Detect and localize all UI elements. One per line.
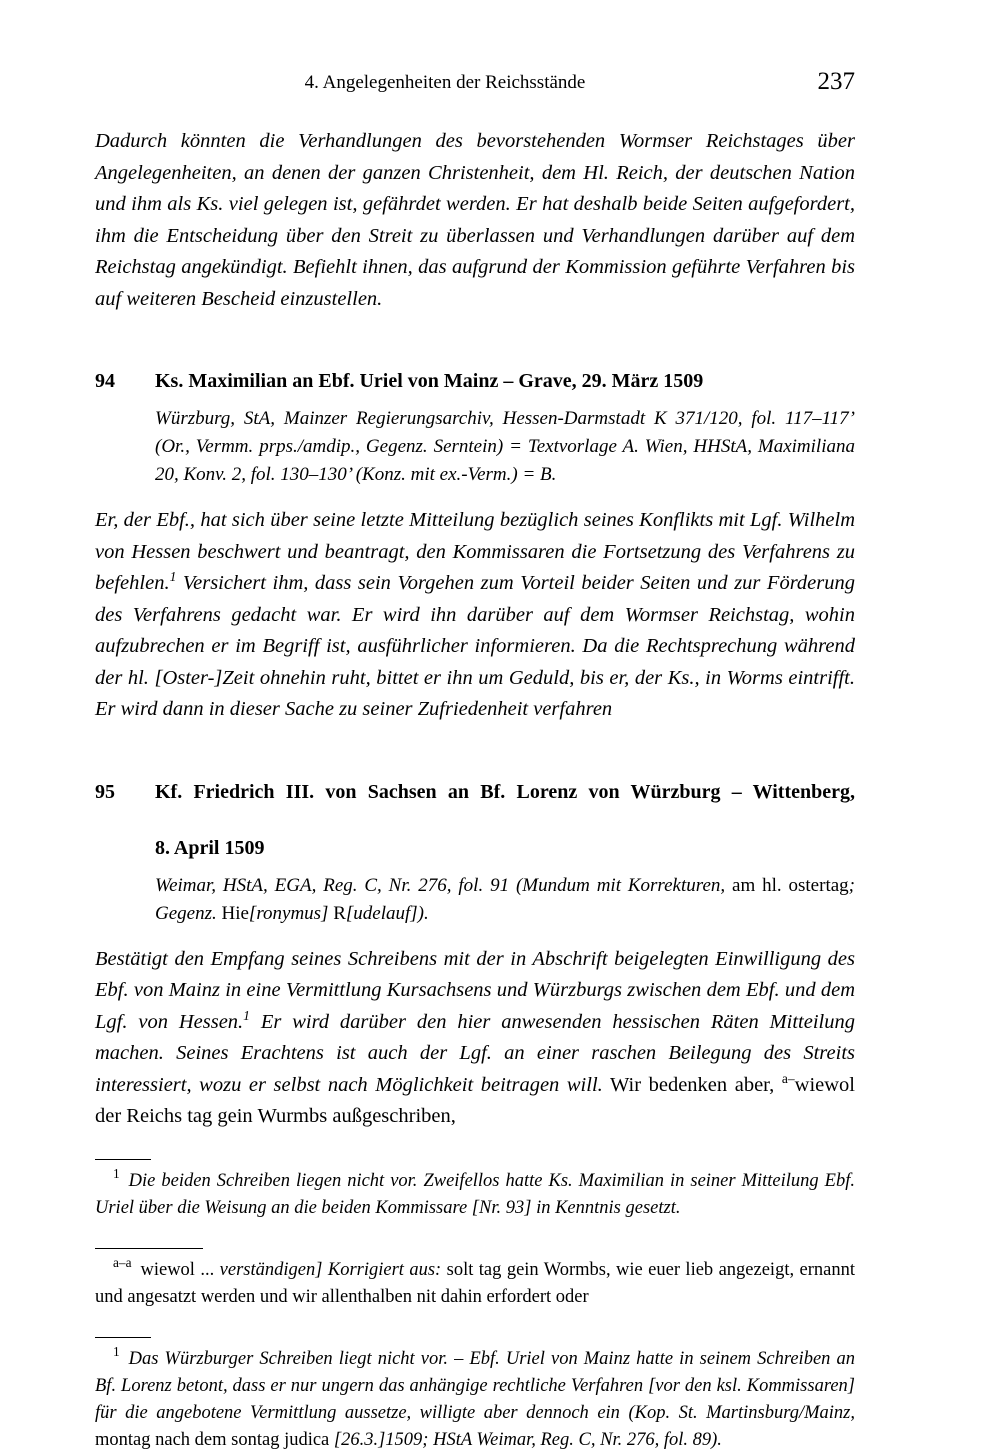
entry-94 [95, 367, 855, 726]
footnote-a-marker: a–a [113, 1255, 132, 1271]
entry-94-body-part1: Er, der Ebf., hat sich über seine letzte Mitteilung bezüglich seines Konflikts mit Lgf. Wilhelm von Hessen beschwert und beantragt, den Kommissaren die Fortsetzung des Verfahrens zu befehlen. [95, 509, 855, 594]
footnote-2-marker: 1 [113, 1344, 120, 1360]
entry-94-title: Ks. Maximilian an Ebf. Uriel von Mainz – Grave, 29. März 1509 [155, 370, 704, 392]
entry-95 [95, 778, 855, 1133]
footnote-ref-1b[interactable]: 1 [243, 1007, 250, 1023]
footnote-a-seg1: wiewol ... [140, 1259, 220, 1280]
entry-95-citation-seg6: R [333, 902, 346, 924]
running-head-title: 4. Angelegenheiten der Reichsstände [304, 72, 586, 93]
footnote-block-1 [95, 1159, 855, 1222]
entry-95-citation-seg3: ; Gegenz. [155, 874, 855, 924]
entry-95-citation [155, 872, 855, 928]
entry-95-citation-seg5: [ronymus] [248, 902, 334, 924]
footnote-block-a [95, 1248, 855, 1311]
document-page [95, 0, 855, 1454]
footnote-ref-1a[interactable]: 1 [169, 569, 177, 585]
entry-94-number: 94 [95, 370, 115, 392]
footnote-2-seg1: Das Würzburger Schreiben liegt nicht vor. – Ebf. Uriel von Mainz hatte in seinem Schreiben an Bf. Lorenz betont, dass er nur ungern das anhängige rechtliche Verfahren [vor den ksl. Kommissaren] für die angebotene Vermittlung aussetze, willigte aber dennoch ein (Kop. St. Martinsburg/Mainz, [95, 1348, 855, 1423]
footnote-1-content: Die beiden Schreiben liegen nicht vor. Zweifellos hatte Ks. Maximilian in seiner Mitteilung Ebf. Uriel über die Weisung an die beiden Kommissare [Nr. 93] in Kenntnis gesetzt. [95, 1170, 855, 1218]
footnote-a-text [95, 1257, 855, 1311]
footnote-block-2 [95, 1337, 855, 1454]
entry-95-body-part2: Er wird darüber den hier anwesenden hessischen Räten Mitteilung machen. Seines Erachtens ist auch der Lgf. an einer raschen Beilegung des Streits interessiert, wozu er selbst nach Möglichkeit beitragen will. [95, 1010, 855, 1096]
running-head [95, 68, 855, 118]
entry-94-heading [95, 367, 855, 395]
footnote-rule [95, 1337, 151, 1338]
entry-94-body-part2: Versichert ihm, dass sein Vorgehen zum Vorteil beider Seiten und zur Förderung des Verfahrens gedacht war. Er wird ihn darüber auf dem Wormser Reichstag, wohin aufzubrechen er im Begriff ist, ausführlicher informieren. Da die Rechtsprechung während der hl. [Oster-]Zeit ohnehin ruht, bittet er ihn um Geduld, bis er, der Ks., in Worms eintrifft. Er wird dann in dieser Sache zu seiner Zufriedenheit verfahren [95, 572, 855, 720]
footnote-1-marker: 1 [113, 1166, 120, 1182]
entry-95-body [95, 944, 855, 1133]
entry-94-body [95, 505, 855, 726]
entry-94-citation: Würzburg, StA, Mainzer Regierungsarchiv, Hessen-Darmstadt K 371/120, fol. 117–117’ (Or., Vermm. prps./amdip., Gegenz. Serntein) = Textvorlage A. Wien, HHStA, Maximiliana 20, Konv. 2, fol. 130–130’ (Konz. mit ex.-Verm.) = B. [155, 408, 855, 485]
footnote-rule [95, 1159, 151, 1160]
footnote-rule [95, 1248, 203, 1249]
entry-95-title-line1: Kf. Friedrich III. von Sachsen an Bf. Lorenz von Würzburg – Wittenberg, [155, 780, 855, 803]
entry-95-citation-seg7: [udelauf]). [345, 902, 429, 924]
footnote-1-text [95, 1168, 855, 1222]
entry-95-title-line2: 8. April 1509 [155, 836, 265, 859]
footnote-2-seg3: [26.3.]1509; HStA Weimar, Reg. C, Nr. 276, fol. 89). [333, 1429, 722, 1450]
entry-95-citation-seg4: Hie [221, 902, 249, 924]
entry-95-citation-seg1: Weimar, HStA, EGA, Reg. C, Nr. 276, fol. 91 (Mundum mit Korrekturen, [155, 874, 726, 896]
entry-95-body-edition-text: Wir bedenken aber, [602, 1073, 782, 1096]
intro-paragraph: Dadurch könnten die Verhandlungen des bevorstehenden Wormser Reichstages über Angelegenheiten, an denen der ganzen Christenheit, dem Hl. Reich, der deutschen Nation und ihm als Ks. viel gelegen ist, gefährdet werden. Er hat deshalb beide Seiten aufgefordert, ihm die Entscheidung über den Streit zu überlassen und Verhandlungen darüber auf dem Reichstag angekündigt. Befiehlt ihnen, das aufgrund der Kommission geführte Verfahren bis auf weiteren Bescheid einzustellen. [95, 130, 855, 310]
footnote-a-seg3: solt tag gein Wormbs, wie euer lieb angezeigt, ernannt und angesatzt werden und wir allenthalben nit dahin erfordert oder [95, 1259, 855, 1307]
footnote-ref-a[interactable]: a– [781, 1070, 795, 1086]
page-number: 237 [817, 68, 855, 95]
footnote-2-text [95, 1346, 855, 1454]
entry-95-number: 95 [95, 780, 115, 803]
entry-95-citation-seg2: am hl. ostertag [725, 874, 849, 896]
footnote-a-seg2: verständigen] Korrigiert aus: [219, 1259, 442, 1280]
footnote-2-seg2: montag nach dem sontag judica [95, 1429, 334, 1450]
entry-95-body-edition-tail: wiewol der Reichs tag gein Wurmbs außgeschriben, [95, 1073, 855, 1127]
entry-95-body-part1: Bestätigt den Empfang seines Schreibens mit der in Abschrift beigelegten Einwilligung des Ebf. von Mainz in eine Vermittlung Kursachsens und Würzburgs zwischen dem Ebf. und dem Lgf. von Hessen. [95, 947, 855, 1033]
entry-95-heading [95, 778, 855, 862]
